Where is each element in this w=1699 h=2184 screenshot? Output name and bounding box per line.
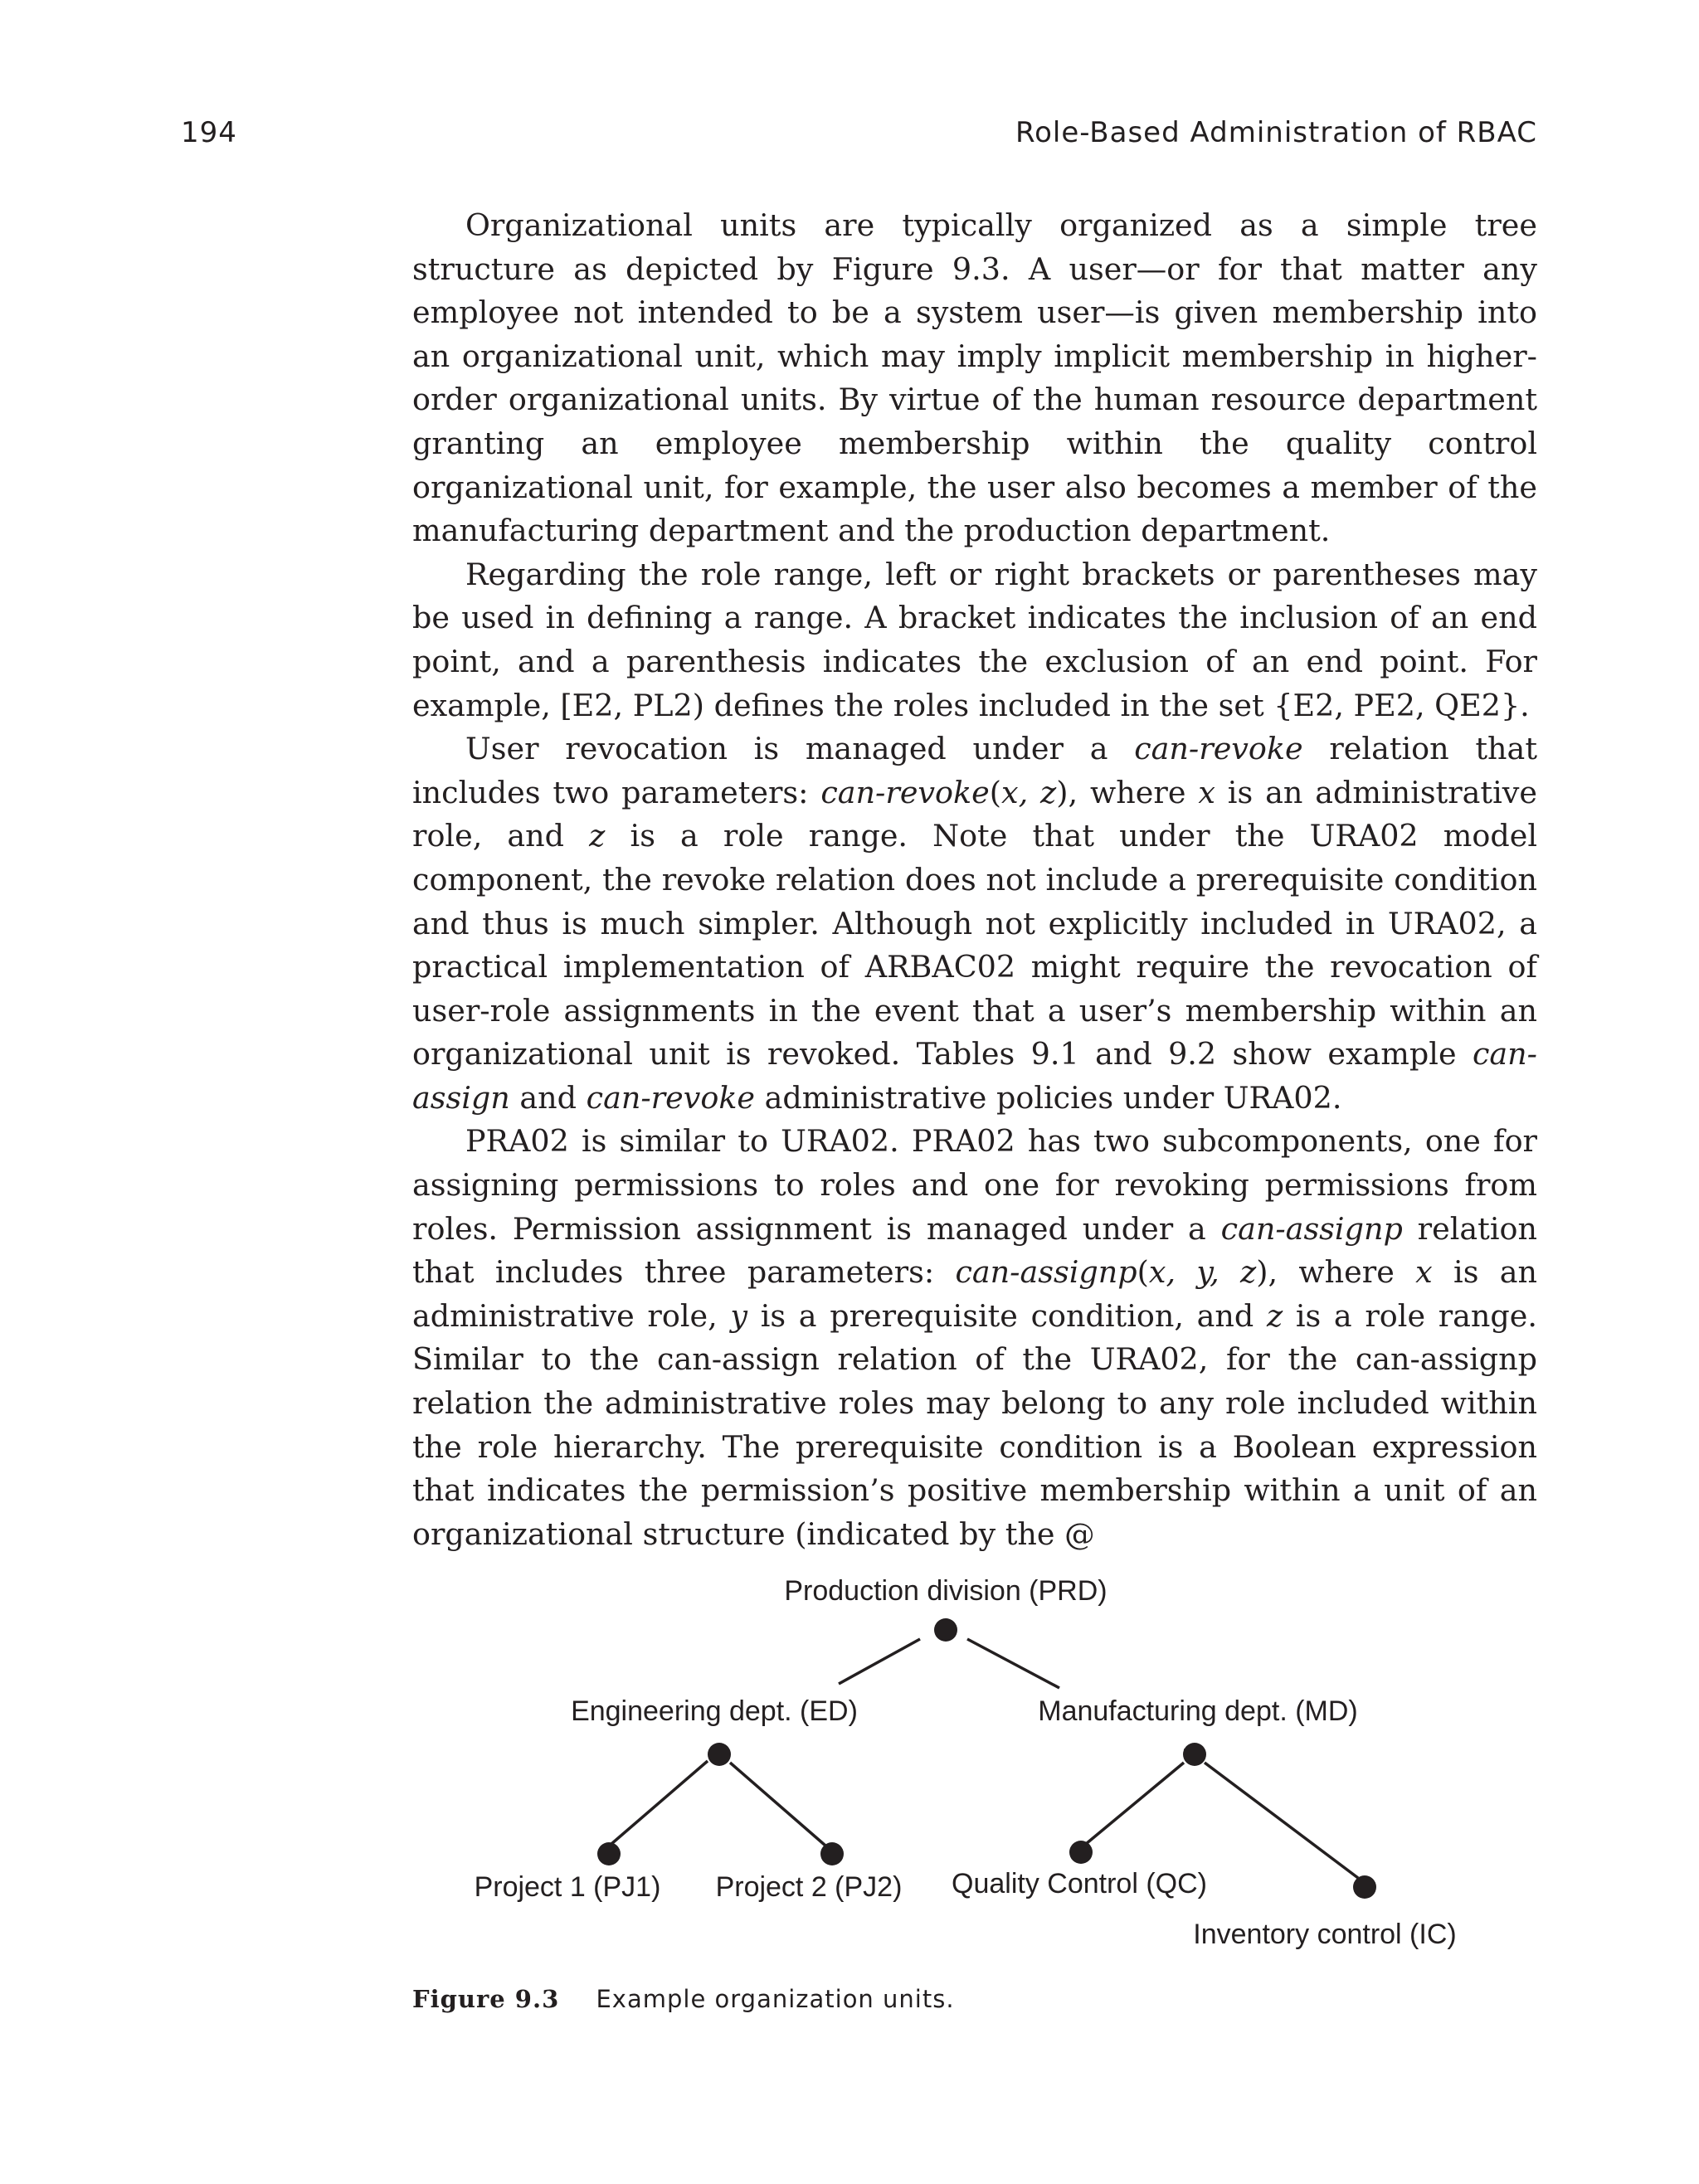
text-run: Regarding the role range, left or right brackets or parentheses may be used in defining a range. A bracket indicates the inclusion of an end point, and a parenthesis indicates the exclusion of an end point. For example, [E2, PL2) defines the roles included in the set {E2, PE2, QE2}. xyxy=(412,556,1537,723)
node-label-ed: Engineering dept. (ED) xyxy=(571,1695,858,1727)
text-run: ), where xyxy=(1056,774,1199,810)
page-header xyxy=(181,116,1537,163)
italic-term: can-assignp xyxy=(1220,1210,1403,1247)
edge-md-qc xyxy=(1086,1763,1184,1844)
text-run: Organizational units are typically organized as a simple tree structure as depicted by Figure 9.3. A user—or for that matter any employee not intended to be a system user—is given membership into an organizational unit, which may imply implicit membership in higher-order organizational units. By virtue of the human resource department granting an employee membership within the quality control organizational unit, for example, the user also becomes a member of the manufacturing department and the production department. xyxy=(412,207,1537,549)
italic-term: can-revoke xyxy=(820,774,990,810)
italic-term: can-assign xyxy=(412,1036,1537,1116)
figure-caption-text: Example organization units. xyxy=(596,1985,955,2013)
paragraph-1 xyxy=(412,204,1537,553)
node-pj1 xyxy=(597,1842,621,1865)
paragraph-3 xyxy=(412,727,1537,1120)
italic-term: can-revoke xyxy=(586,1079,756,1116)
italic-term: z xyxy=(1266,1297,1283,1334)
node-label-md: Manufacturing dept. (MD) xyxy=(1038,1695,1358,1727)
text-run: PRA02 is similar to URA02. PRA02 has two subcomponents, one for assigning permissions to roles and one for revoking permissions from roles. Permission assignment is managed under a xyxy=(412,1123,1537,1247)
text-run: ( xyxy=(1137,1254,1149,1291)
italic-term: y xyxy=(730,1297,748,1334)
text-run: is a role range. Note that under the URA02 model component, the revoke relation does not include a prerequisite condition and thus is much simpler. Although not explicitly included in URA02, a practical implementation of ARBAC02 might require the revocation of user-role assignments in the event that a user’s membership within an organizational unit is revoked. Tables 9.1 and 9.2 show example xyxy=(412,818,1537,1073)
italic-term: can-assignp xyxy=(955,1254,1137,1291)
text-run: relation that includes two parameters: xyxy=(412,731,1537,810)
node-md xyxy=(1183,1743,1206,1766)
figure-number: Figure 9.3 xyxy=(412,1985,560,2013)
edge-ed-pj2 xyxy=(730,1763,825,1846)
italic-term: x xyxy=(1198,774,1215,810)
edge-md-ic xyxy=(1205,1763,1358,1878)
italic-term: x, z xyxy=(1000,774,1057,810)
text-run: ), where xyxy=(1256,1254,1416,1291)
text-run: and xyxy=(509,1079,587,1116)
paragraph-2 xyxy=(412,553,1537,727)
node-label-ic: Inventory control (IC) xyxy=(1193,1919,1457,1950)
text-run: User revocation is managed under a xyxy=(465,731,1135,767)
text-run: is an administrative role, xyxy=(412,1254,1537,1334)
italic-term: x xyxy=(1415,1254,1433,1291)
italic-term: x, y, z xyxy=(1148,1254,1257,1291)
text-run: is a role range. Similar to the can-assign relation of the URA02, for the can-assignp relation the administrative roles may belong to any role included within the role hierarchy. The prerequisite condition is a Boolean expression that indicates the permission’s positive membership within a unit of an organizational structure (indicated by the @ xyxy=(412,1297,1538,1552)
node-label-pj2: Project 2 (PJ2) xyxy=(715,1871,903,1903)
node-prd xyxy=(934,1618,957,1642)
node-qc xyxy=(1069,1841,1093,1864)
text-run: administrative policies under URA02. xyxy=(755,1079,1342,1116)
node-label-prd: Production division (PRD) xyxy=(784,1575,1108,1607)
org-tree-diagram xyxy=(412,1559,1537,1991)
edge-prd-md xyxy=(967,1639,1059,1688)
node-ed xyxy=(708,1743,731,1766)
edge-ed-pj1 xyxy=(611,1761,708,1844)
page-number: 194 xyxy=(181,116,237,149)
edge-prd-ed xyxy=(839,1639,920,1684)
text-run: is a prerequisite condition, and xyxy=(747,1297,1267,1334)
node-label-pj1: Project 1 (PJ1) xyxy=(474,1871,661,1903)
body-text xyxy=(412,204,1537,1556)
text-run: is an administrative role, and xyxy=(412,774,1537,854)
text-run: ( xyxy=(989,774,1001,810)
figure-org-units xyxy=(412,1559,1537,2024)
text-run: relation that includes three parameters: xyxy=(412,1210,1537,1291)
italic-term: z xyxy=(589,818,606,854)
figure-caption xyxy=(412,1985,955,2013)
running-title: Role-Based Administration of RBAC xyxy=(1015,116,1537,149)
node-label-qc: Quality Control (QC) xyxy=(952,1868,1207,1899)
italic-term: can-revoke xyxy=(1134,731,1303,767)
node-pj2 xyxy=(820,1842,844,1865)
node-ic xyxy=(1353,1875,1376,1899)
paragraph-4 xyxy=(412,1120,1537,1556)
